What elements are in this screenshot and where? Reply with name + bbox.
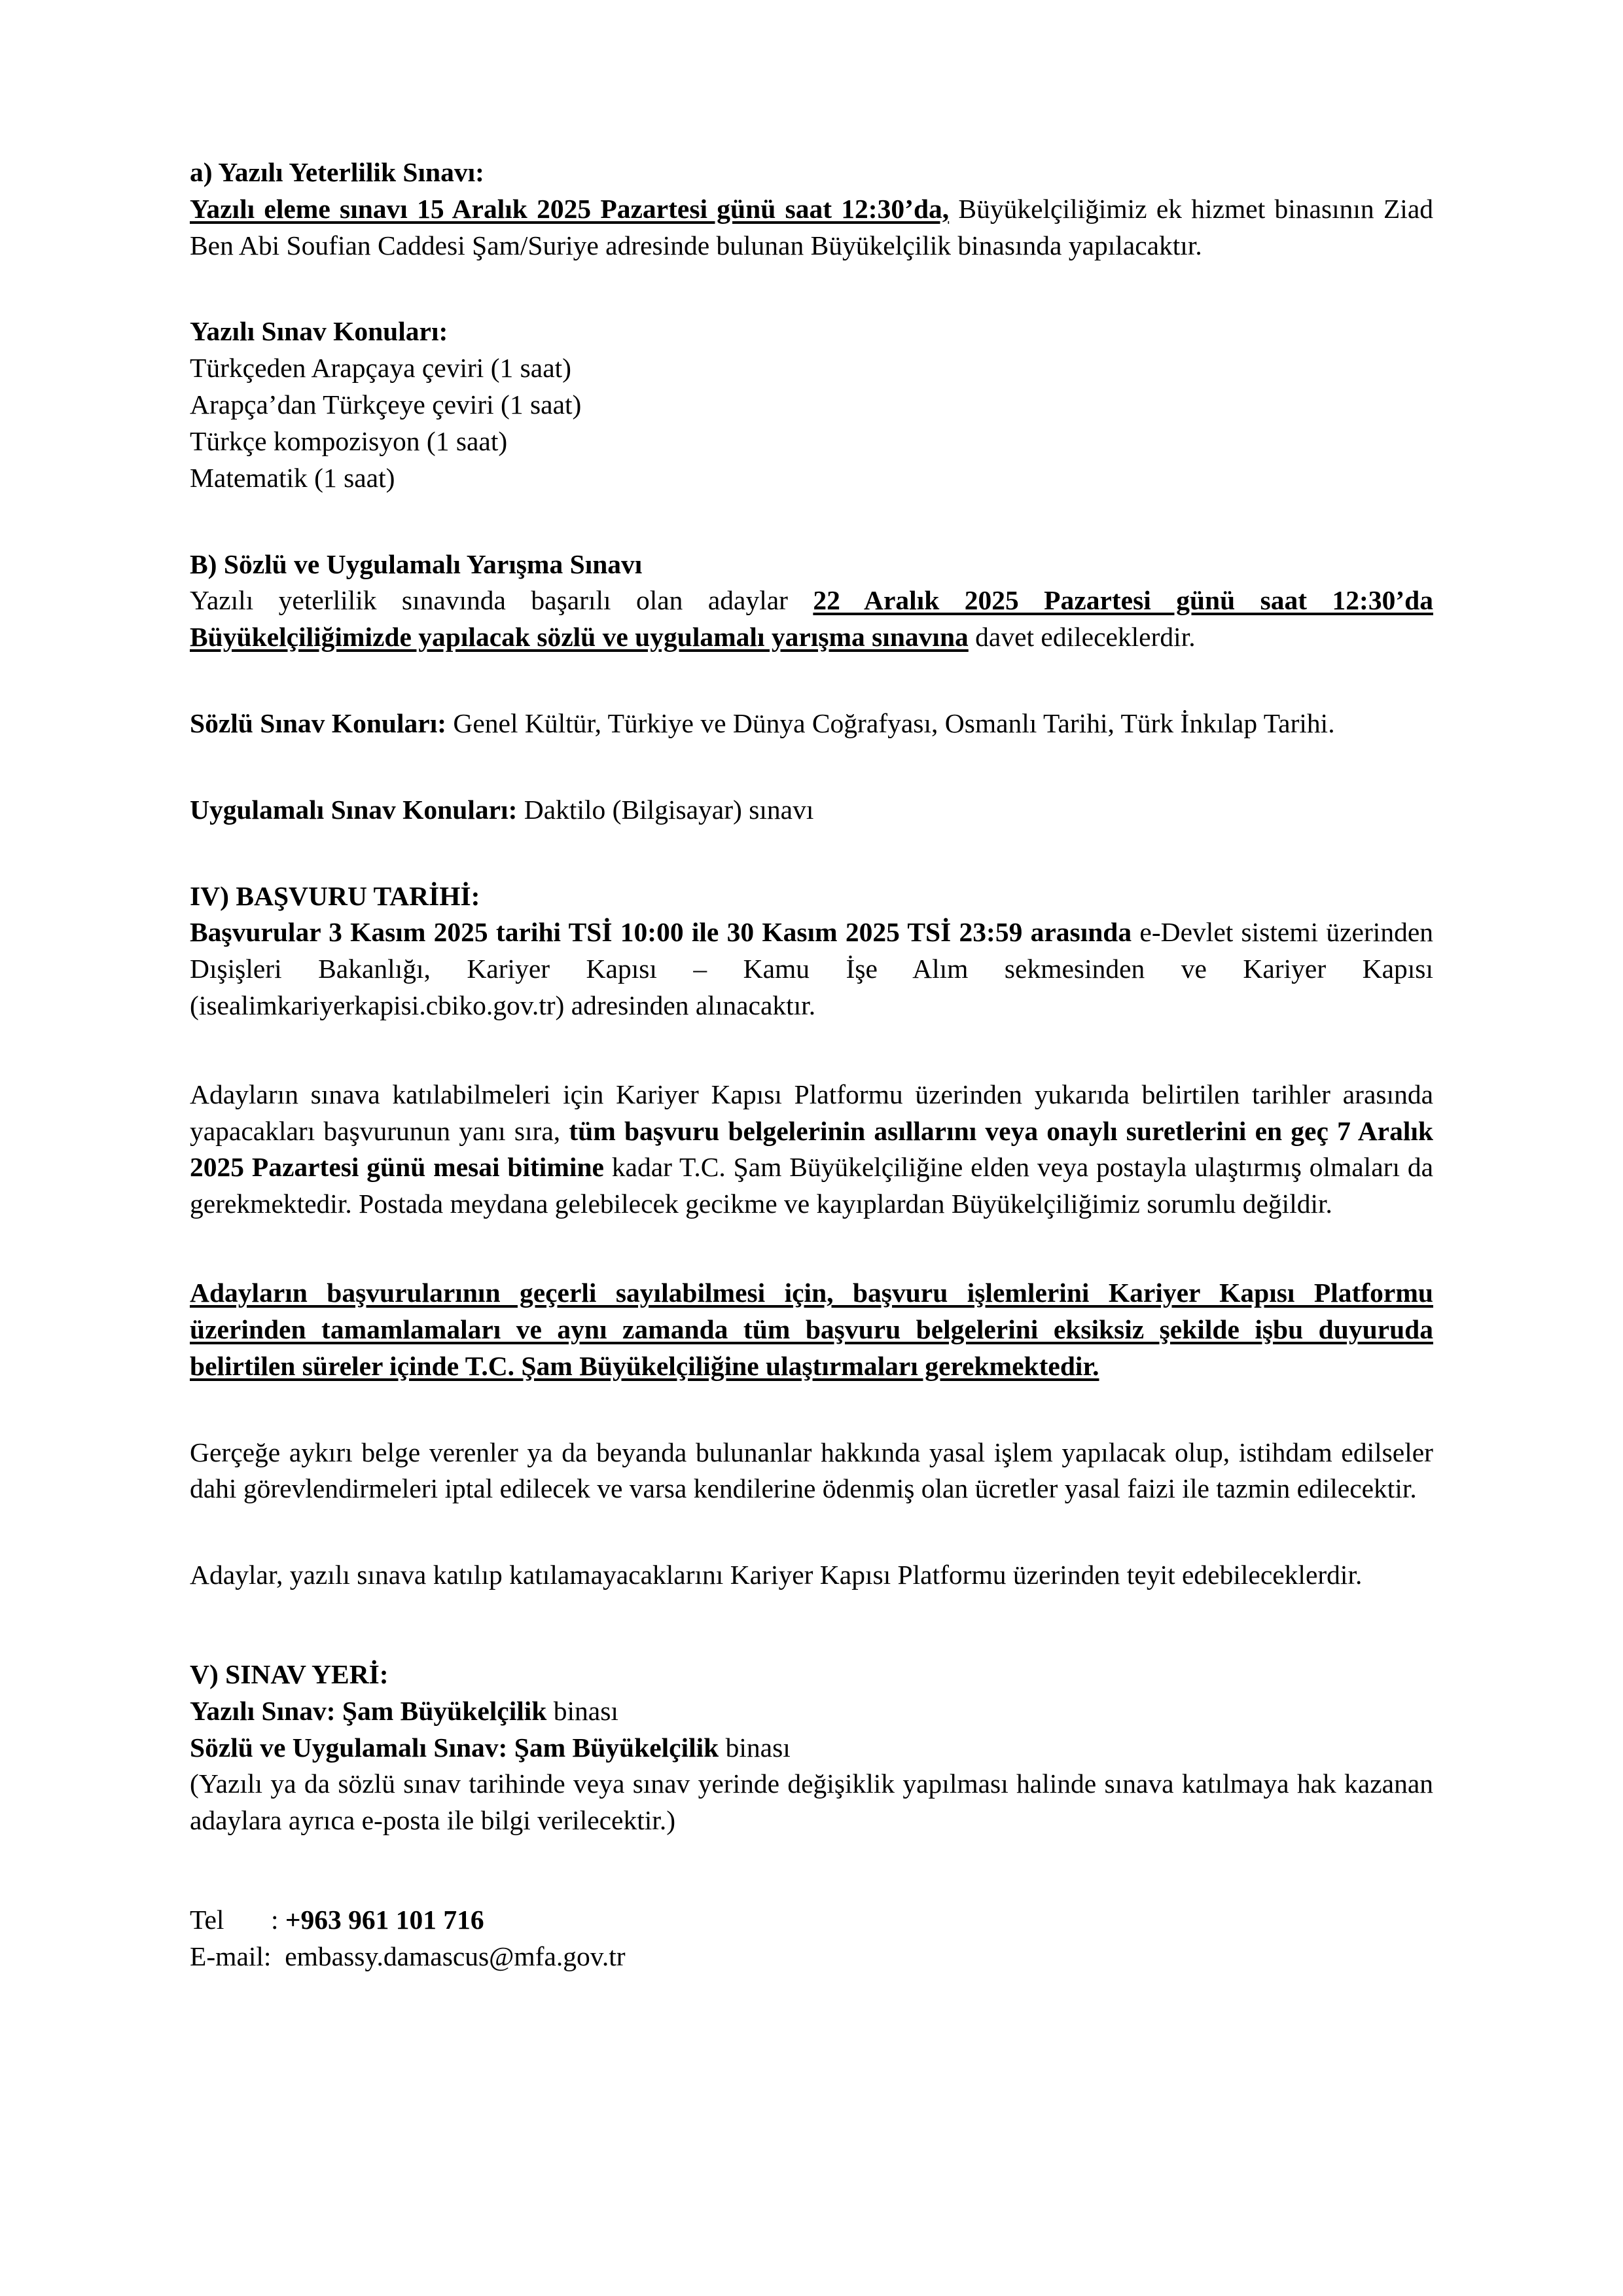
oral-topics-label: Sözlü Sınav Konuları: xyxy=(190,708,447,738)
contact-tel-label: Tel xyxy=(190,1905,224,1935)
oral-exam-heading: B) Sözlü ve Uygulamalı Yarışma Sınavı xyxy=(190,548,643,579)
written-topic-item: Türkçeden Arapçaya çeviri (1 saat) xyxy=(190,353,571,384)
section-application-date xyxy=(190,878,1433,1024)
oral-exam-paragraph xyxy=(190,583,1433,656)
oral-exam-emphasis: 22 Aralık 2025 Pazartesi günü saat 12:30’da Büyükelçiliğimizde yapılacak sözlü ve uygulamalı yarışma sınavına xyxy=(190,585,1433,653)
oral-topics-paragraph xyxy=(190,706,1433,742)
exam-venue-written-label: Yazılı Sınav: Şam Büyükelçilik xyxy=(190,1695,547,1726)
contact-tel-row xyxy=(190,1902,1433,1939)
contact-tel-value[interactable]: +963 961 101 716 xyxy=(285,1905,484,1935)
exam-venue-written xyxy=(190,1693,1433,1730)
oral-exam-lead: Yazılı yeterlilik sınavında başarılı olan adaylar xyxy=(190,585,813,616)
section-exam-venue xyxy=(190,1657,1433,1839)
documents-part-two: kadar T.C. Şam Büyükelçiliğine elden veya postayla ulaştırmış olmaları da gerekmektedir. Postada meydana gelebilecek gecikme ve kayıplardan Büyükelçiliğimiz sorumlu değildir. xyxy=(190,1152,1433,1219)
exam-venue-oral xyxy=(190,1730,1433,1767)
exam-venue-oral-label: Sözlü ve Uygulamalı Sınav: Şam Büyükelçilik xyxy=(190,1732,719,1763)
contact-tel-separator: : xyxy=(271,1905,285,1935)
document-body xyxy=(190,154,1433,1975)
section-oral-exam xyxy=(190,547,1433,656)
section-written-exam xyxy=(190,154,1433,264)
confirmation-text: Adaylar, yazılı sınava katılıp katılamayacaklarını Kariyer Kapısı Platformu üzerinden teyit edebileceklerdir. xyxy=(190,1560,1363,1590)
spacer xyxy=(190,681,1433,706)
written-topic-item: Türkçe kompozisyon (1 saat) xyxy=(190,425,508,456)
spacer xyxy=(190,1532,1433,1557)
application-date-body: e-Devlet sistemi üzerinden Dışişleri Bakanlığı, Kariyer Kapısı – Kamu İşe Alım sekmesinden ve Kariyer Kapısı (isealimkariyerkapisi.cbiko.gov.tr) adresinden alınacaktır. xyxy=(190,917,1433,1020)
spacer xyxy=(190,289,1433,314)
false-declaration-text: Gerçeğe aykırı belge verenler ya da beyanda bulunanlar hakkında yasal işlem yapılacak olup, istihdam edilseler dahi görevlendirmeleri iptal edilecek ve varsa kendilerine ödenmiş olan ücretler yasal faizi ile tazmin edilecektir. xyxy=(190,1437,1433,1504)
section-documents-paragraph xyxy=(190,1077,1433,1223)
application-date-heading: IV) BAŞVURU TARİHİ: xyxy=(190,880,480,911)
application-date-paragraph xyxy=(190,914,1433,1024)
written-exam-emphasis: Yazılı eleme sınavı 15 Aralık 2025 Pazartesi günü saat 12:30’da, xyxy=(190,193,950,224)
spacer xyxy=(190,853,1433,878)
exam-venue-note: (Yazılı ya da sözlü sınav tarihinde veya sınav yerinde değişiklik yapılması halinde sınava katılmaya hak kazanan adaylara ayrıca e-posta ile bilgi verilecektir.) xyxy=(190,1768,1433,1836)
practical-topics-value: Daktilo (Bilgisayar) sınavı xyxy=(517,794,814,825)
spacer xyxy=(190,1864,1433,1902)
spacer xyxy=(190,767,1433,792)
spacer xyxy=(190,1410,1433,1435)
section-validity-notice xyxy=(190,1275,1433,1384)
contact-email-row xyxy=(190,1939,1433,1975)
section-practical-topics xyxy=(190,792,1433,829)
written-topic-item: Arapça’dan Türkçeye çeviri (1 saat) xyxy=(190,389,582,420)
practical-topics-label: Uygulamalı Sınav Konuları: xyxy=(190,794,518,825)
documents-part-one: Adayların sınava katılabilmeleri için Kariyer Kapısı Platformu üzerinden yukarıda belirtilen tarihler arasında yapacakları başvurunun yanı sıra, xyxy=(190,1079,1433,1146)
exam-venue-written-value: binası xyxy=(546,1695,618,1726)
spacer xyxy=(190,1247,1433,1275)
validity-notice-text: Adayların başvurularının geçerli sayılabilmesi için, başvuru işlemlerini Kariyer Kapısı Platformu üzerinden tamamlamaları ve aynı zamanda tüm başvuru belgelerini eksiksiz şekilde işbu duyuruda belirtilen süreler içinde T.C. Şam Büyükelçiliğine ulaştırmaları gerekmektedir. xyxy=(190,1278,1433,1381)
section-false-declaration xyxy=(190,1435,1433,1508)
section-confirmation xyxy=(190,1557,1433,1594)
spacer xyxy=(190,1049,1433,1077)
oral-topics-value: Genel Kültür, Türkiye ve Dünya Coğrafyası, Osmanlı Tarihi, Türk İnkılap Tarihi. xyxy=(446,708,1335,738)
written-exam-body: Büyükelçiliğimiz ek hizmet binasının Ziad Ben Abi Soufian Caddesi Şam/Suriye adresinde bulunan Büyükelçilik binasında yapılacaktır. xyxy=(190,193,1433,260)
practical-topics-paragraph xyxy=(190,792,1433,829)
documents-paragraph xyxy=(190,1077,1433,1223)
section-oral-topics xyxy=(190,706,1433,742)
exam-venue-oral-value: binası xyxy=(719,1732,791,1763)
documents-emphasis: tüm başvuru belgelerinin asıllarını veya onaylı suretlerini en geç 7 Aralık 2025 Pazartesi günü mesai bitimine xyxy=(190,1115,1433,1183)
application-date-emphasis: Başvurular 3 Kasım 2025 tarihi TSİ 10:00 ile 30 Kasım 2025 TSİ 23:59 arasında xyxy=(190,917,1132,948)
exam-venue-heading: V) SINAV YERİ: xyxy=(190,1659,389,1689)
contact-email-value[interactable]: embassy.damascus@mfa.gov.tr xyxy=(271,1941,626,1971)
written-topic-item: Matematik (1 saat) xyxy=(190,462,395,493)
written-exam-heading: a) Yazılı Yeterlilik Sınavı: xyxy=(190,157,484,187)
oral-exam-tail: davet edileceklerdir. xyxy=(968,622,1196,653)
contact-email-label: E-mail: xyxy=(190,1941,272,1971)
written-topics-heading: Yazılı Sınav Konuları: xyxy=(190,316,448,347)
written-exam-paragraph xyxy=(190,191,1433,264)
spacer xyxy=(190,522,1433,547)
section-written-topics xyxy=(190,314,1433,496)
section-contact xyxy=(190,1902,1433,1975)
spacer xyxy=(190,1619,1433,1657)
